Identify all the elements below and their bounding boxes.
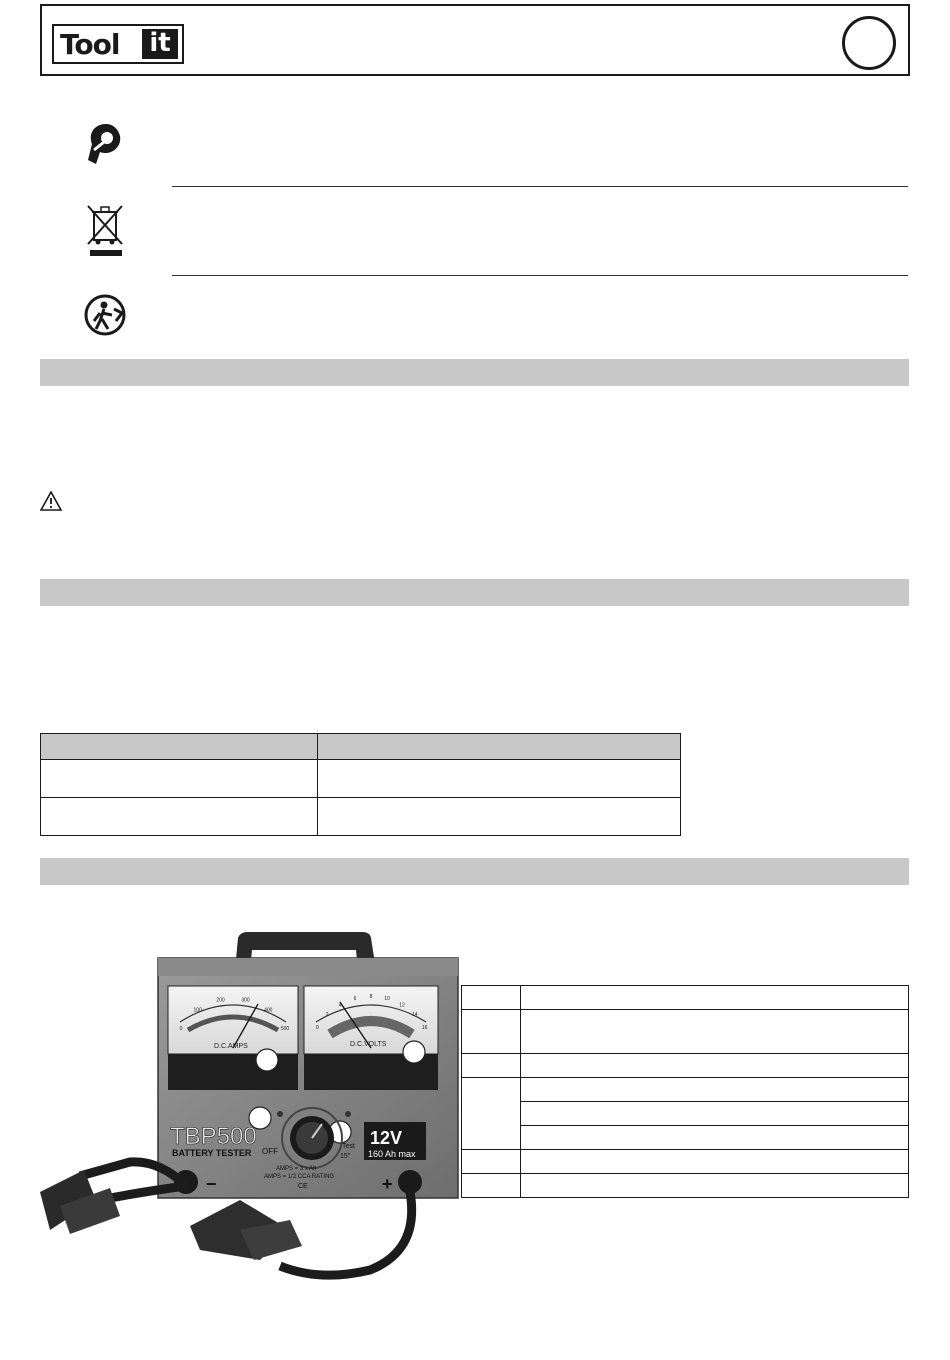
table-row [462,1010,909,1054]
table-row [462,1174,909,1198]
recycle-symbol-icon [86,120,126,168]
section-header-bar [40,579,909,606]
table-cell [521,1010,909,1054]
table-cell [521,1102,909,1126]
table-row [41,760,681,798]
triman-icon [84,293,128,337]
product-photo [40,930,460,1310]
page-header [40,4,910,76]
table-cell [521,1054,909,1078]
table-cell [521,1150,909,1174]
table-cell [41,760,318,798]
capacity-badge-text: 160 Ah max [368,1149,416,1159]
table-row [462,1102,909,1126]
weee-bin-icon [84,202,128,260]
ce-mark: CE [298,1183,308,1190]
volts-meter-label: D.C.VOLTS [350,1041,387,1048]
table-cell [41,798,318,836]
table-row [41,798,681,836]
table-cell [521,1078,909,1102]
logo-it-badge: it [142,29,178,59]
table-cell [318,798,681,836]
divider [172,275,908,276]
table-cell [462,1054,521,1078]
minus-terminal-label: − [206,1174,217,1194]
table-cell [462,1078,521,1150]
amps-meter-label: D.C.AMPS [214,1043,248,1050]
table-cell [521,1174,909,1198]
meter-scale-label: 0 [315,1025,319,1031]
section-header-bar [40,359,909,386]
meter-scale-label: 6 [353,996,357,1003]
product-model-text: TBP500 [170,1123,257,1150]
test-time-label: 15" [340,1153,351,1160]
meter-scale-label: 200 [216,997,225,1004]
meter-scale-label: 0 [179,1026,183,1032]
meter-scale-label: 16 [421,1025,428,1031]
table-cell [521,1126,909,1150]
language-circle [842,16,896,70]
table-header-cell [41,734,318,760]
table-cell [462,1174,521,1198]
test-label: Test [342,1143,355,1150]
table-row [462,986,909,1010]
logo-text: Tool [60,28,120,61]
meter-scale-label: 12 [399,1002,405,1009]
meter-scale-label: 500 [280,1026,290,1032]
specification-table [40,733,681,836]
table-cell [521,986,909,1010]
parts-legend-table [461,985,909,1198]
plus-terminal-label: + [382,1174,393,1194]
divider [172,186,908,187]
table-row [462,1126,909,1150]
table-cell [318,760,681,798]
table-row [462,1078,909,1102]
meter-scale-label: 100 [193,1007,202,1014]
table-row [462,1054,909,1078]
table-cell [462,1150,521,1174]
amps-note-1: AMPS = 3 x Ah [276,1166,317,1172]
voltage-badge-text: 12V [370,1128,403,1148]
table-cell [462,1010,521,1054]
brand-logo [52,24,184,64]
amps-note-2: AMPS = 1/2 CCA RATING [264,1174,335,1180]
meter-scale-label: 400 [264,1007,273,1014]
table-header-row [41,734,681,760]
meter-scale-label: 14 [412,1012,418,1019]
warning-triangle-icon [40,491,62,511]
table-row [462,1150,909,1174]
table-cell [462,986,521,1010]
meter-scale-label: 10 [384,996,390,1003]
table-header-cell [318,734,681,760]
product-subtitle-text: BATTERY TESTER [172,1148,252,1158]
meter-scale-label: 2 [325,1012,329,1019]
meter-scale-label: 8 [369,994,373,1000]
section-header-bar [40,858,909,885]
meter-scale-label: 300 [241,997,250,1004]
knob-off-label: OFF [262,1147,278,1156]
meter-scale-label: 4 [338,1002,342,1009]
